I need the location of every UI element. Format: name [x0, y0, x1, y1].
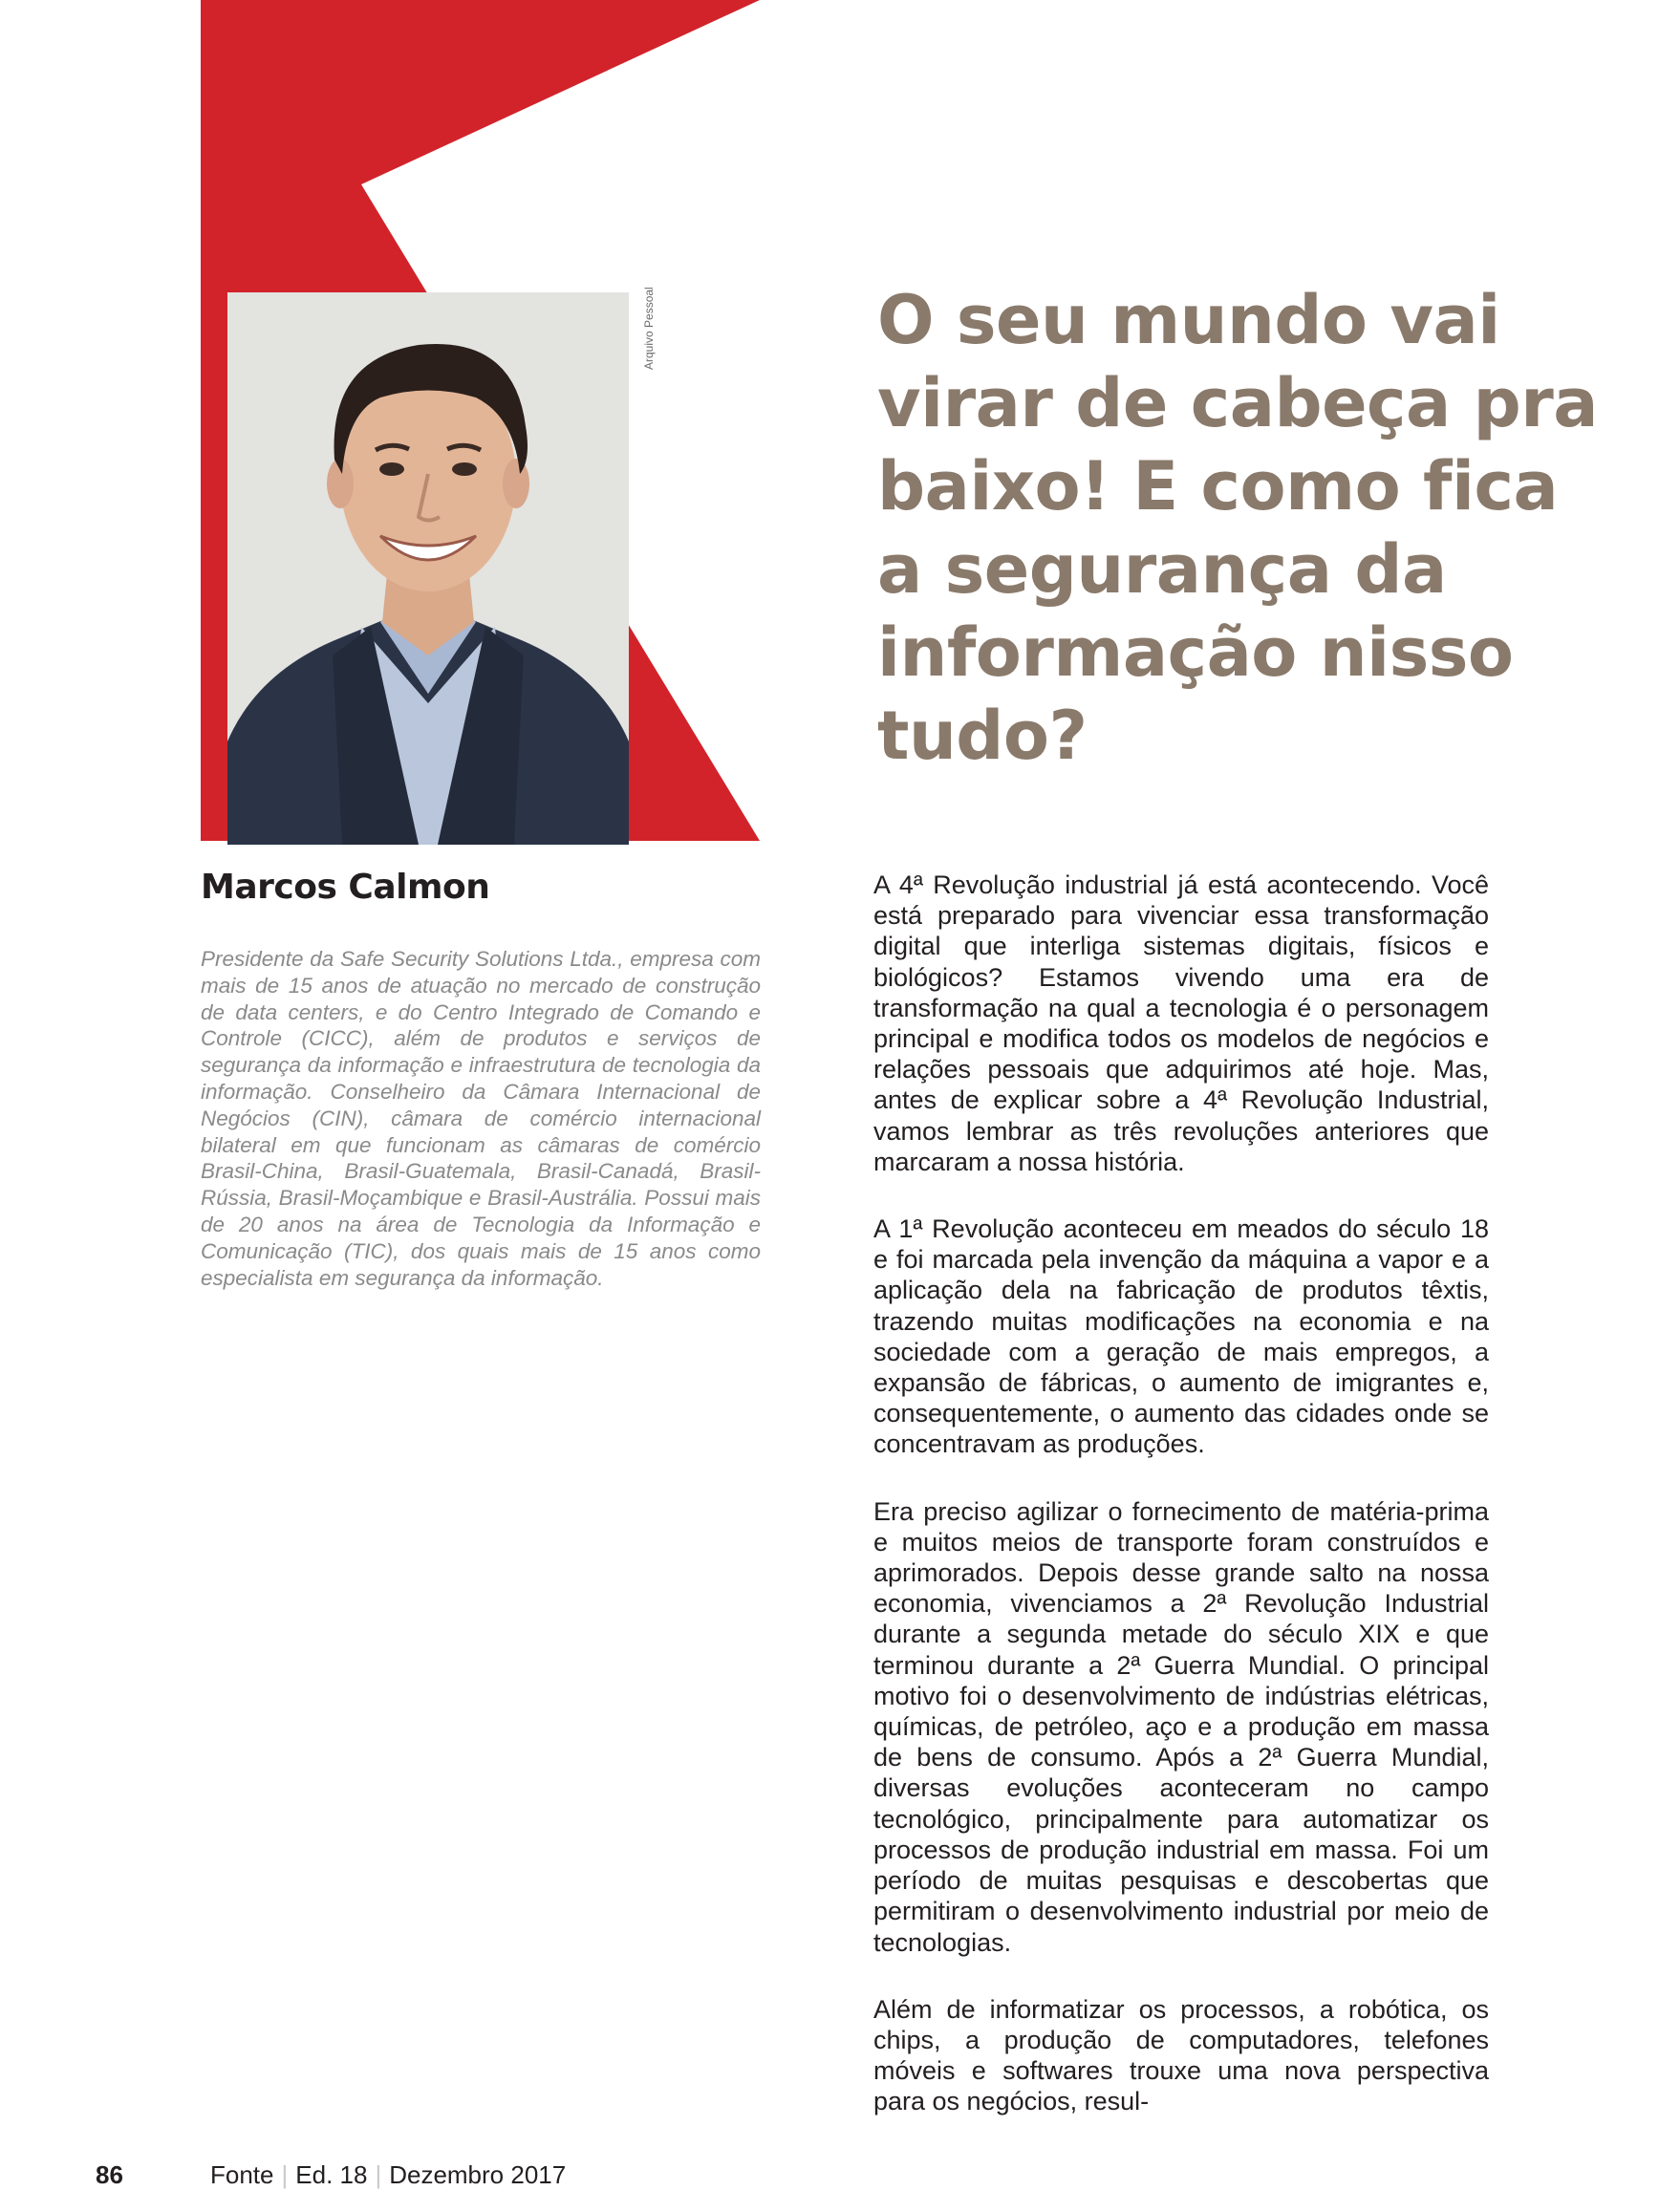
article-paragraph: Além de informatizar os processos, a robótica, os chips, a produção de computadores, telefones móveis e softwares trouxe uma nova perspectiva para os negócios, resul-: [873, 1994, 1489, 2116]
author-photo: [227, 292, 629, 845]
author-name: Marcos Calmon: [201, 868, 490, 907]
article-paragraph: Era preciso agilizar o fornecimento de matéria-prima e muitos meios de transporte foram construídos e aprimorados. Depois desse grande salto na nossa economia, vivenciamos a 2ª Revolução Industrial durante a segunda metade do século XIX e que terminou durante a 2ª Guerra Mundial. O principal motivo foi o desenvolvimento de indústrias elétricas, químicas, de petróleo, aço e a produção em massa de bens de consumo. Após a 2ª Guerra Mundial, diversas evoluções aconteceram no campo tecnológico, principalmente para automatizar os processos de produção industrial em massa. Foi um período de muitas pesquisas e descobertas que permitiram o desenvolvimento industrial por meio de tecnologias.: [873, 1496, 1489, 1957]
footer-separator: |: [375, 2160, 382, 2189]
footer-separator: |: [281, 2160, 289, 2189]
photo-credit: Arquivo Pessoal: [642, 287, 656, 370]
publication-name: Fonte: [210, 2160, 274, 2189]
article-paragraph: A 1ª Revolução aconteceu em meados do século 18 e foi marcada pela invenção da máquina a vapor e a aplicação dela na fabricação de produtos têxtis, trazendo muitas modificações na economia e na sociedade com a geração de mais empregos, a expansão de fábricas, o aumento de imigrantes e, consequentemente, o aumento das cidades onde se concentravam as produções.: [873, 1214, 1489, 1459]
page-footer: [96, 2160, 566, 2190]
article-body: [873, 870, 1489, 2154]
issue-date: Dezembro 2017: [389, 2160, 567, 2189]
article-paragraph: A 4ª Revolução industrial já está acontecendo. Você está preparado para vivenciar essa transformação digital que interliga sistemas digitais, físicos e biológicos? Estamos vivendo uma era de transformação na qual a tecnologia é o personagem principal e modifica todos os modelos de negócios e relações pessoais que adquirimos até hoje. Mas, antes de explicar sobre a 4ª Revolução Industrial, vamos lembrar as três revoluções anteriores que marcaram a nossa história.: [873, 870, 1489, 1176]
edition-label: Ed. 18: [295, 2160, 368, 2189]
page-number: 86: [96, 2160, 123, 2189]
author-portrait-illustration: [227, 292, 629, 845]
article-headline: O seu mundo vai virar de cabeça pra baixo! E como fica a segurança da informação nisso tudo?: [877, 281, 1599, 775]
author-bio: Presidente da Safe Security Solutions Ltda., empresa com mais de 15 anos de atuação no mercado de construção de data centers, e do Centro Integrado de Comando e Controle (CICC), além de produtos e serviços de segurança da informação e infraestrutura de tecnologia da informação. Conselheiro da Câmara Internacional de Negócios (CIN), câmara de comércio internacional bilateral em que funcionam as câmaras de comércio Brasil-China, Brasil-Guatemala, Brasil-Canadá, Brasil-Rússia, Brasil-Moçambique e Brasil-Austrália. Possui mais de 20 anos na área de Tecnologia da Informação e Comunicação (TIC), dos quais mais de 15 anos como especialista em segurança da informação.: [201, 947, 761, 1290]
